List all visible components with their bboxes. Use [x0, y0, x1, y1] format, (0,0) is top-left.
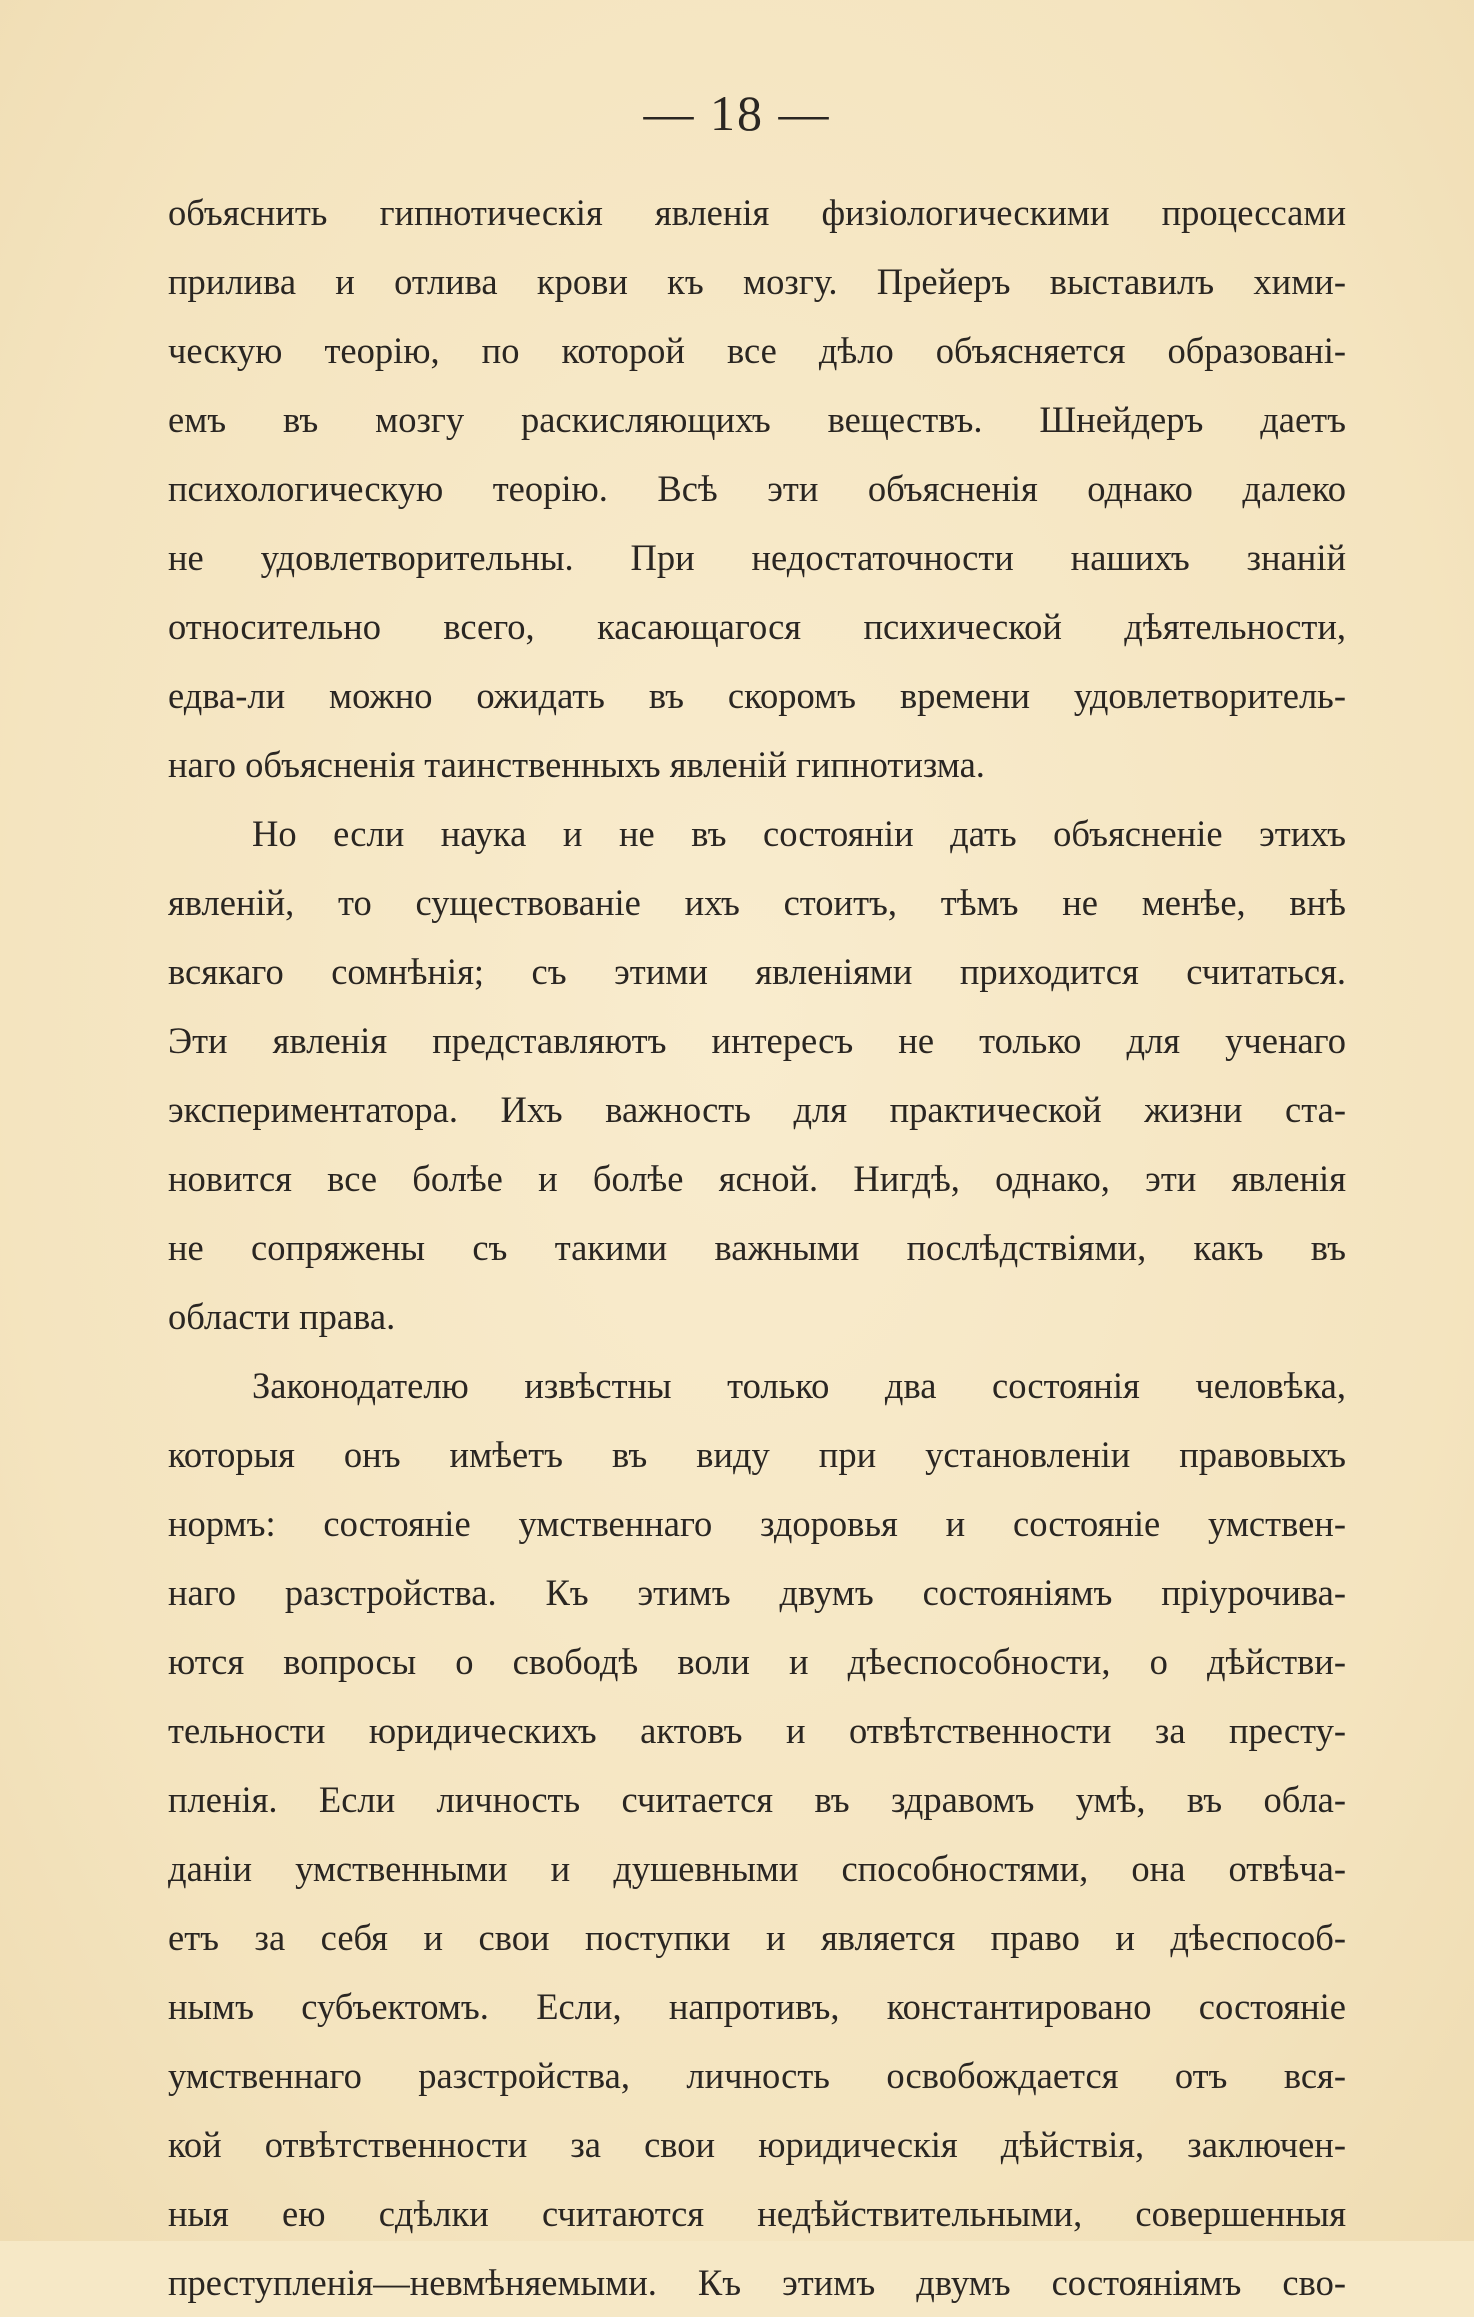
text-line: объяснить гипнотическія явленія физіологическими процессами	[168, 192, 1346, 233]
text-line: етъ за себя и свои поступки и является право и дѣеспособ-	[168, 1917, 1346, 1958]
text-line: области права.	[168, 1296, 396, 1337]
text-line: умственнаго разстройства, личность освобождается отъ вся-	[168, 2055, 1346, 2096]
text-line: явленій, то существованіе ихъ стоитъ, тѣмъ не менѣе, внѣ	[168, 882, 1346, 923]
text-line: тельности юридическихъ актовъ и отвѣтственности за престу-	[168, 1710, 1346, 1751]
text-line: наго разстройства. Къ этимъ двумъ состояніямъ пріурочива-	[168, 1572, 1346, 1613]
body-text	[168, 178, 1346, 2317]
text-line: нымъ субъектомъ. Если, напротивъ, константировано состояніе	[168, 1986, 1346, 2027]
text-line: всякаго сомнѣнія; съ этими явленіями приходится считаться.	[168, 951, 1346, 992]
text-line: нормъ: состояніе умственнаго здоровья и состояніе умствен-	[168, 1503, 1346, 1544]
text-line: не сопряжены съ такими важными послѣдствіями, какъ въ	[168, 1227, 1346, 1268]
text-line: новится все болѣе и болѣе ясной. Нигдѣ, однако, эти явленія	[168, 1158, 1346, 1199]
text-line: кой отвѣтственности за свои юридическія дѣйствія, заключен-	[168, 2124, 1346, 2165]
text-line: Но если наука и не въ состояніи дать объясненіе этихъ	[252, 813, 1346, 854]
paragraph	[168, 799, 1346, 1351]
text-line: психологическую теорію. Всѣ эти объясненія однако далеко	[168, 468, 1346, 509]
text-line: Эти явленія представляютъ интересъ не только для ученаго	[168, 1020, 1346, 1061]
page-number: — 18 —	[643, 85, 831, 141]
paragraph	[168, 178, 1346, 799]
text-line: преступленія—невмѣняемыми. Къ этимъ двумъ состояніямъ сво-	[168, 2262, 1346, 2303]
text-line: не удовлетворительны. При недостаточности нашихъ знаній	[168, 537, 1346, 578]
text-line: пленія. Если личность считается въ здравомъ умѣ, въ обла-	[168, 1779, 1346, 1820]
text-line: едва-ли можно ожидать въ скоромъ времени удовлетворитель-	[168, 675, 1346, 716]
text-line: емъ въ мозгу раскисляющихъ веществъ. Шнейдеръ даетъ	[168, 399, 1346, 440]
text-line: прилива и отлива крови къ мозгу. Прейеръ выставилъ хими-	[168, 261, 1346, 302]
text-line: относительно всего, касающагося психической дѣятельности,	[168, 606, 1346, 647]
paragraph	[168, 1351, 1346, 2317]
text-line: ческую теорію, по которой все дѣло объясняется образовані-	[168, 330, 1346, 371]
text-line: экспериментатора. Ихъ важность для практической жизни ста-	[168, 1089, 1346, 1130]
text-line: Законодателю извѣстны только два состоянія человѣка,	[252, 1365, 1346, 1406]
text-line: наго объясненія таинственныхъ явленій гипнотизма.	[168, 744, 985, 785]
text-line: даніи умственными и душевными способностями, она отвѣча-	[168, 1848, 1346, 1889]
text-line: ются вопросы о свободѣ воли и дѣеспособности, о дѣйстви-	[168, 1641, 1346, 1682]
text-line: которыя онъ имѣетъ въ виду при установленіи правовыхъ	[168, 1434, 1346, 1475]
text-line: ныя ею сдѣлки считаются недѣйствительными, совершенныя	[168, 2193, 1346, 2234]
